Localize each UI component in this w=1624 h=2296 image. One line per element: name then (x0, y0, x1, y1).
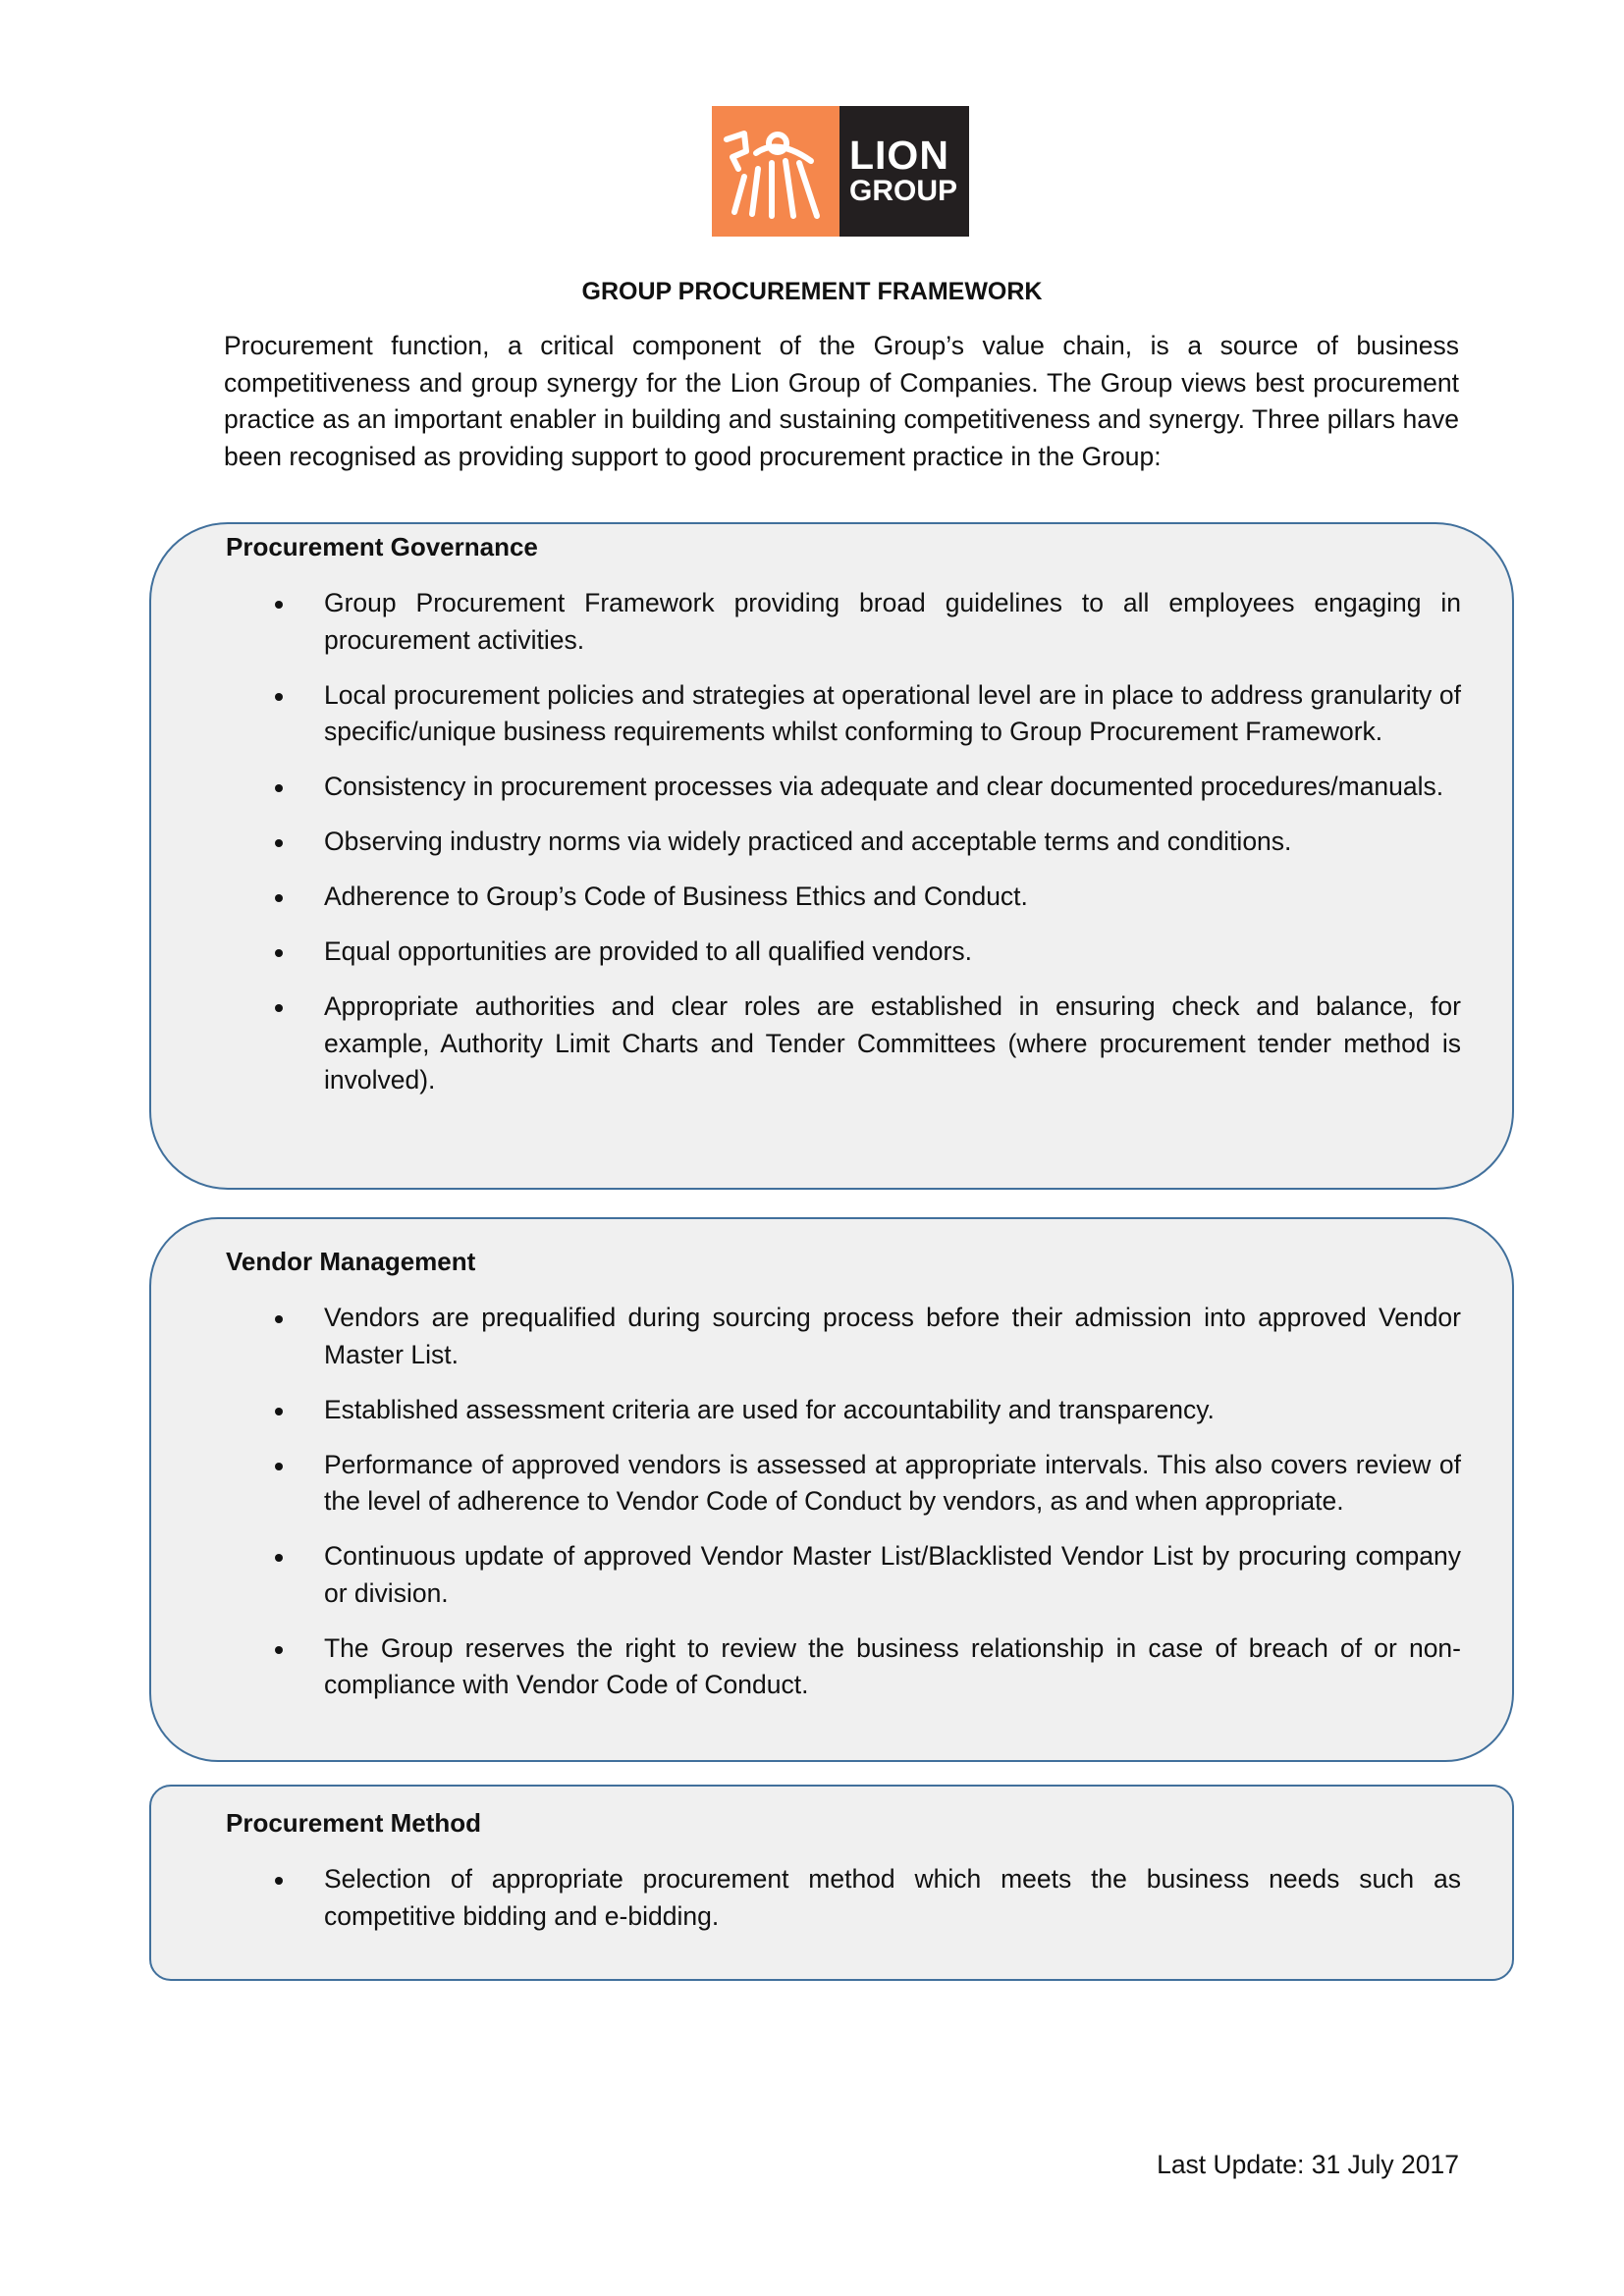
bullet-icon (275, 693, 283, 701)
bullet-icon (275, 1315, 283, 1323)
section-heading: Procurement Governance (226, 532, 538, 561)
list-item-text: Selection of appropriate procurement method which meets the business needs such as competitive bidding and e-bidding. (324, 1864, 1461, 1931)
bullet-icon (275, 894, 283, 902)
logo-word-lion: LION (849, 132, 949, 178)
vendor-management-section (149, 1217, 1514, 1762)
list-item-text: Local procurement policies and strategies at operational level are in place to address granularity of specific/unique business requirements whilst conforming to Group Procurement Framework. (324, 679, 1461, 746)
list-item (151, 879, 1461, 916)
list-item (151, 677, 1461, 751)
section-heading: Vendor Management (226, 1247, 476, 1276)
list-item-text: Equal opportunities are provided to all qualified vendors. (324, 936, 972, 966)
list-item-text: Continuous update of approved Vendor Master List/Blacklisted Vendor List by procuring company or division. (324, 1541, 1461, 1608)
bullet-icon (275, 1646, 283, 1654)
list-item (151, 1861, 1461, 1935)
logo-word-group: GROUP (849, 174, 958, 207)
bullet-list (151, 585, 1461, 1117)
procurement-method-section (149, 1785, 1514, 1981)
bullet-icon (275, 1463, 283, 1470)
list-item (151, 1447, 1461, 1521)
bullet-icon (275, 1877, 283, 1885)
procurement-governance-section (149, 522, 1514, 1190)
bullet-icon (275, 784, 283, 792)
lion-group-logo (712, 106, 969, 237)
section-heading: Procurement Method (226, 1808, 482, 1838)
list-item-text: Adherence to Group’s Code of Business Ethics and Conduct. (324, 881, 1028, 911)
bullet-icon (275, 1554, 283, 1562)
bullet-icon (275, 601, 283, 609)
list-item (151, 769, 1461, 806)
intro-paragraph: Procurement function, a critical component of the Group’s value chain, is a source of business competitiveness and group synergy for the Lion Group of Companies. The Group views best procurement practice as an important enabler in building and sustaining competitiveness and synergy. Three pillars have been recognised as providing support to good procurement practice in the Group: (224, 331, 1459, 471)
list-item (151, 824, 1461, 861)
list-item-text: Observing industry norms via widely practiced and acceptable terms and conditions. (324, 827, 1292, 856)
list-item-text: Vendors are prequalified during sourcing process before their admission into approved Vendor Master List. (324, 1303, 1461, 1369)
bullet-list (151, 1300, 1461, 1722)
list-item-text: Established assessment criteria are used for accountability and transparency. (324, 1394, 1215, 1424)
bullet-icon (275, 949, 283, 957)
bullet-icon (275, 839, 283, 847)
list-item-text: Performance of approved vendors is assessed at appropriate intervals. This also covers review of the level of adherence to Vendor Code of Conduct by vendors, as and when appropriate. (324, 1449, 1461, 1516)
list-item (151, 1630, 1461, 1704)
document-title: GROUP PROCUREMENT FRAMEWORK (581, 278, 1043, 305)
list-item (151, 1538, 1461, 1612)
list-item (151, 585, 1461, 659)
bullet-icon (275, 1004, 283, 1012)
bullet-list (151, 1861, 1461, 1953)
lion-logo-mark-icon (712, 106, 839, 237)
list-item (151, 988, 1461, 1099)
last-update-date: Last Update: 31 July 2017 (1157, 2150, 1459, 2179)
list-item (151, 934, 1461, 971)
bullet-icon (275, 1408, 283, 1415)
list-item-text: Consistency in procurement processes via adequate and clear documented procedures/manuals. (324, 772, 1444, 801)
list-item-text: Appropriate authorities and clear roles are established in ensuring check and balance, for example, Authority Limit Charts and Tender Committees (where procurement tender method is involved). (324, 991, 1461, 1095)
list-item-text: The Group reserves the right to review the business relationship in case of breach of or non-compliance with Vendor Code of Conduct. (324, 1632, 1461, 1699)
list-item (151, 1392, 1461, 1429)
list-item (151, 1300, 1461, 1373)
list-item-text: Group Procurement Framework providing broad guidelines to all employees engaging in procurement activities. (324, 588, 1461, 655)
